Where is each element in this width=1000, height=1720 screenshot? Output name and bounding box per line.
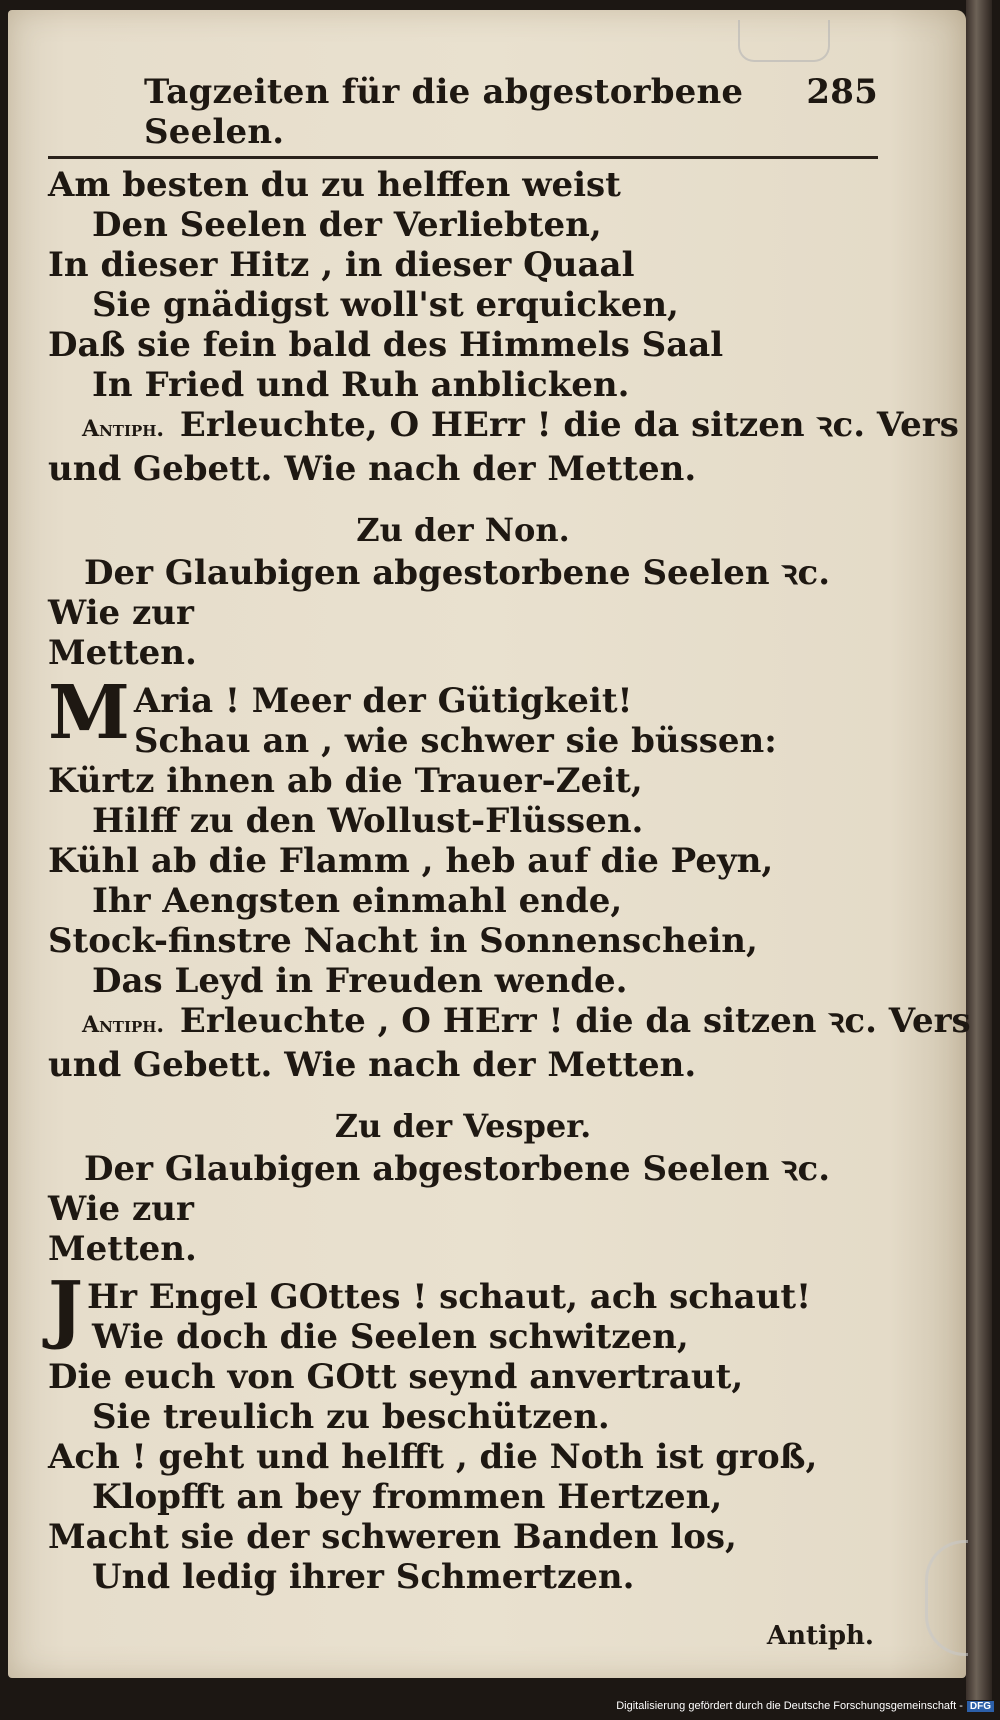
verse-line: Kühl ab die Flamm , heb auf die Peyn,	[48, 841, 774, 881]
verse-line: Den Seelen der Verliebten,	[92, 205, 602, 245]
verse-line: In Fried und Ruh anblicken.	[92, 365, 630, 405]
credit-text: Digitalisierung gefördert durch die Deutsche Forschungsgemeinschaft -	[616, 1700, 963, 1712]
section-heading-non: Zu der Non.	[356, 511, 570, 549]
section-heading-vesper: Zu der Vesper.	[334, 1107, 592, 1145]
running-title: Tagzeiten für die abgestorbene Seelen.	[144, 72, 744, 152]
section-intro-cont: Metten.	[48, 1229, 197, 1269]
header-rule	[48, 156, 878, 159]
rubric-2	[48, 1001, 971, 1085]
page-number: 285	[806, 72, 878, 112]
page-clip-bottom	[925, 1540, 968, 1656]
verse-line: Am besten du zu helffen weist	[48, 165, 621, 205]
antiph-label: Antiph.	[82, 1012, 165, 1038]
stanza-1	[48, 165, 878, 405]
rubric-text: Erleuchte, O HErr ! die da sitzen ꝛc. Vers	[179, 405, 959, 445]
verse-line: Hilff zu den Wollust-Flüssen.	[92, 801, 644, 841]
verse-line: Das Leyd in Freuden wende.	[92, 961, 628, 1001]
verse-line: Ach ! geht und helfft , die Noth ist groß,	[48, 1437, 818, 1477]
verse-line: Und ledig ihrer Schmertzen.	[92, 1557, 635, 1597]
verse-line: Daß sie fein bald des Himmels Saal	[48, 325, 724, 365]
antiph-label: Antiph.	[82, 416, 165, 442]
section-intro-cont: Metten.	[48, 633, 197, 673]
verse-line: Sie gnädigst woll'st erquicken,	[92, 285, 679, 325]
drop-cap: M	[48, 670, 130, 756]
stanza-non	[48, 670, 878, 1001]
catchword: Antiph.	[766, 1621, 874, 1651]
verse-line: Die euch von GOtt seynd anvertraut,	[48, 1357, 744, 1397]
verse-line: Klopfft an bey frommen Hertzen,	[92, 1477, 723, 1517]
dfg-logo-icon: DFG	[967, 1701, 994, 1712]
section-intro: Der Glaubigen abgestorbene Seelen ꝛc. Wie zur	[48, 553, 831, 633]
rubric-line: und Gebett. Wie nach der Metten.	[48, 449, 697, 489]
verse-line: Hr Engel GOttes ! schaut, ach schaut!	[87, 1277, 812, 1317]
verse-line: Kürtz ihnen ab die Trauer-Zeit,	[48, 761, 643, 801]
rubric-1	[48, 405, 959, 489]
verse-line: Schau an , wie schwer sie büssen:	[133, 721, 777, 761]
verse-line: Stock-finstre Nacht in Sonnenschein,	[48, 921, 758, 961]
rubric-text: Erleuchte , O HErr ! die da sitzen ꝛc. Vers	[179, 1001, 971, 1041]
rubric-line	[48, 1001, 971, 1045]
digitization-credit	[616, 1700, 994, 1712]
drop-cap: J	[48, 1266, 84, 1352]
page-text	[48, 72, 971, 1651]
rubric-line	[48, 405, 959, 449]
verse-line: Wie doch die Seelen schwitzen,	[92, 1317, 689, 1357]
page-clip-top	[738, 20, 830, 62]
verse-line: Macht sie der schweren Banden los,	[48, 1517, 737, 1557]
stanza-vesper	[48, 1266, 878, 1597]
section-intro: Der Glaubigen abgestorbene Seelen ꝛc. Wie zur	[48, 1149, 831, 1229]
running-header	[48, 72, 878, 152]
verse-line: In dieser Hitz , in dieser Quaal	[48, 245, 635, 285]
verse-line: Aria ! Meer der Gütigkeit!	[133, 681, 633, 721]
verse-line: Sie treulich zu beschützen.	[92, 1397, 610, 1437]
book-edge	[966, 0, 992, 1700]
rubric-line: und Gebett. Wie nach der Metten.	[48, 1045, 697, 1085]
verse-line: Ihr Aengsten einmahl ende,	[92, 881, 623, 921]
